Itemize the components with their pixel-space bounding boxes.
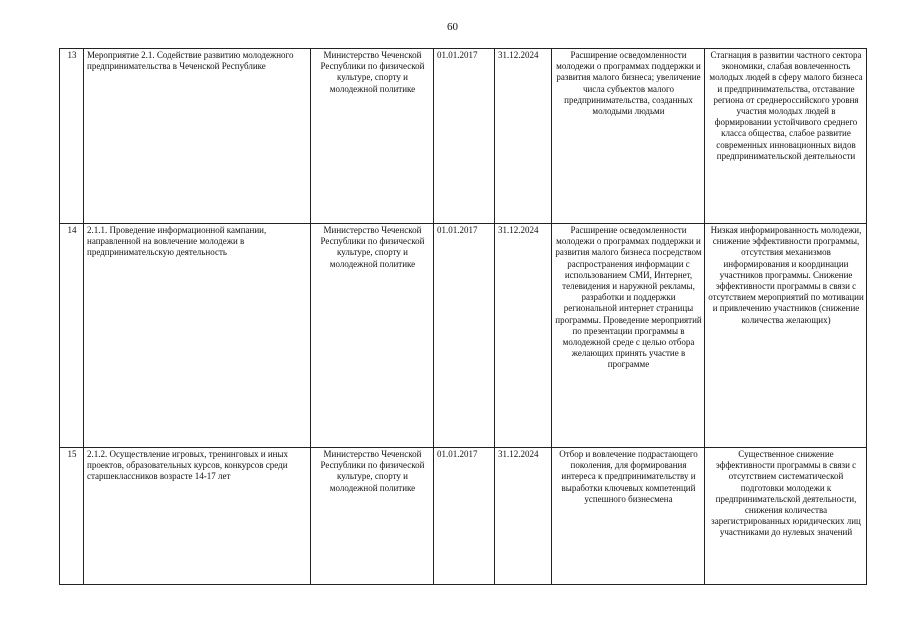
event-name: Мероприятие 2.1. Содействие развитию молодежного предпринимательства в Чеченской Республике [84, 49, 311, 224]
non-implementation-consequences: Стагнация в развитии частного сектора экономики, слабая вовлеченность молодых людей в сферу малого бизнеса и предпринимательства, отставание региона от среднероссийского уровня участия молодых людей в формировании устойчивого среднего класса общества, слабое развитие современных инновационных видов предпринимательской деятельности [705, 49, 867, 224]
table-row [60, 224, 867, 448]
row-number: 15 [60, 448, 84, 585]
row-number: 13 [60, 49, 84, 224]
event-name: 2.1.2. Осуществление игровых, тренинговых и иных проектов, образовательных курсов, конкурсов среди старшеклассников возрасте 14-17 лет [84, 448, 311, 585]
start-date: 01.01.2017 [434, 49, 495, 224]
table-row [60, 49, 867, 224]
page-number: 60 [447, 21, 458, 33]
row-number: 14 [60, 224, 84, 448]
non-implementation-consequences: Низкая информированность молодежи, снижение эффективности программы, отсутствия механизмов информирования и координации участников программы. Снижение эффективности программы в связи с отсутствием мероприятий по мотивации и привлечению участников (снижение количества желающих) [705, 224, 867, 448]
event-name: 2.1.1. Проведение информационной кампании, направленной на вовлечение молодежи в предпринимательскую деятельность [84, 224, 311, 448]
program-events-table [59, 48, 867, 585]
non-implementation-consequences: Существенное снижение эффективности программы в связи с отсутствием систематической подготовки молодежи к предпринимательской деятельности, снижения количества зарегистрированных юридических лиц участниками до нулевых значений [705, 448, 867, 585]
expected-result: Расширение осведомленности молодежи о программах поддержки и развития малого бизнеса посредством распространения информации с использованием СМИ, Интернет, телевидения и наружной рекламы, разработки и поддержки региональной интернет страницы программы. Проведение мероприятий по презентации программы в молодежной среде с целью отбора желающих принять участие в программе [552, 224, 705, 448]
expected-result: Отбор и вовлечение подрастающего поколения, для формирования интереса к предпринимательству и выработки ключевых компетенций успешного бизнесмена [552, 448, 705, 585]
end-date: 31.12.2024 [495, 49, 552, 224]
executor: Министерство Чеченской Республики по физической культуре, спорту и молодежной политике [311, 49, 434, 224]
end-date: 31.12.2024 [495, 224, 552, 448]
start-date: 01.01.2017 [434, 224, 495, 448]
expected-result: Расширение осведомленности молодежи о программах поддержки и развития малого бизнеса; увеличение числа субъектов малого предпринимательства, созданных молодыми людьми [552, 49, 705, 224]
table-row [60, 448, 867, 585]
executor: Министерство Чеченской Республики по физической культуре, спорту и молодежной политике [311, 448, 434, 585]
start-date: 01.01.2017 [434, 448, 495, 585]
executor: Министерство Чеченской Республики по физической культуре, спорту и молодежной политике [311, 224, 434, 448]
end-date: 31.12.2024 [495, 448, 552, 585]
